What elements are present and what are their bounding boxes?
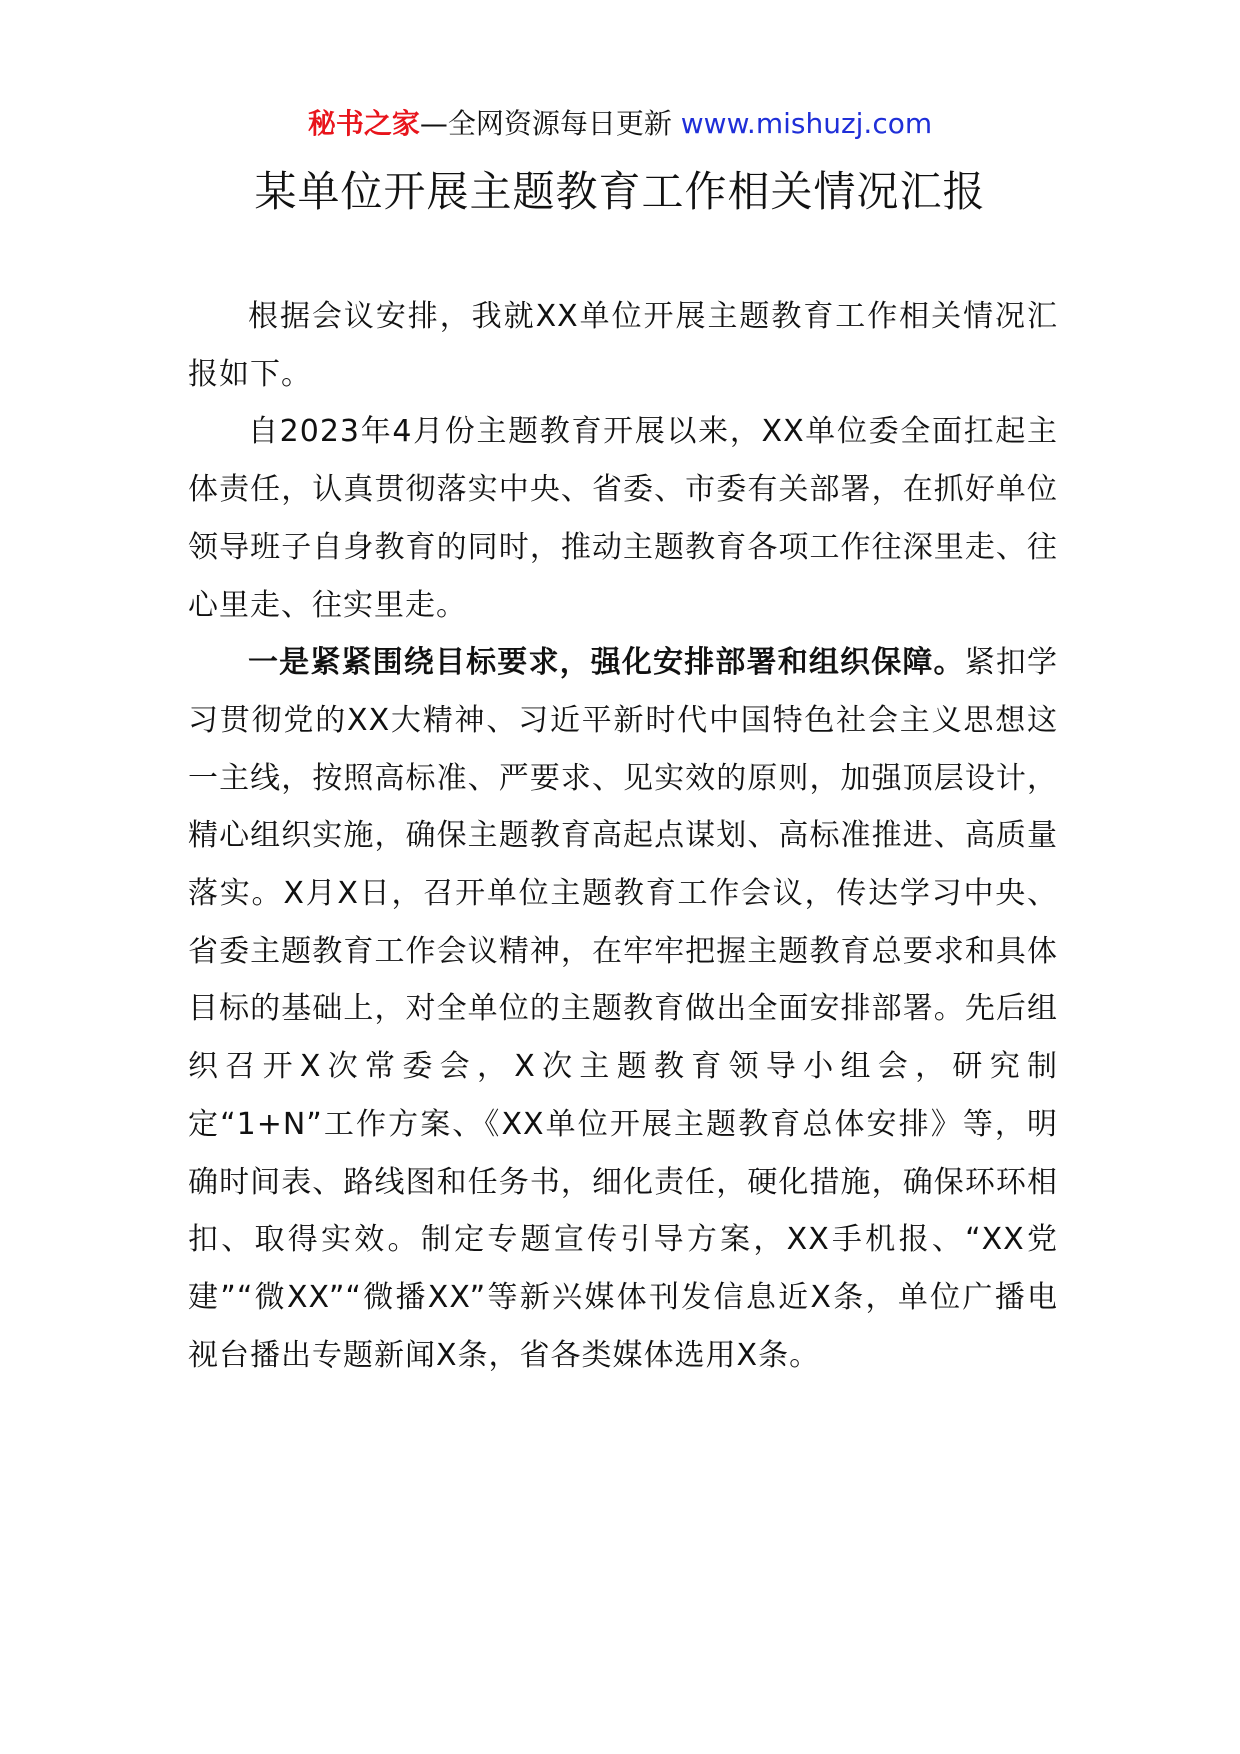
paragraph-point-one-heading: 一是紧紧围绕目标要求，强化安排部署和组织保障。 — [248, 645, 965, 681]
document-body — [188, 288, 1058, 1384]
site-url-link[interactable]: www.mishuzj.com — [680, 107, 933, 140]
document-title: 某单位开展主题教育工作相关情况汇报 — [254, 167, 986, 216]
paragraph-point-one — [188, 634, 1058, 1384]
site-brand: 秘书之家 — [307, 107, 420, 140]
paragraph-background: 自2023年4月份主题教育开展以来，XX单位委全面扛起主体责任，认真贯彻落实中央、省委、市委有关部署，在抓好单位领导班子自身教育的同时，推动主题教育各项工作往深里走、往心里走、往实里走。 — [188, 414, 1058, 623]
paragraph-intro: 根据会议安排，我就XX单位开展主题教育工作相关情况汇报如下。 — [188, 299, 1058, 392]
site-tagline: —全网资源每日更新 — [419, 107, 681, 140]
paragraph-point-one-body: 紧扣学习贯彻党的XX大精神、习近平新时代中国特色社会主义思想这一主线，按照高标准、严要求、见实效的原则，加强顶层设计，精心组织实施，确保主题教育高起点谋划、高标准推进、高质量落实。X月X日，召开单位主题教育工作会议，传达学习中央、省委主题教育工作会议精神，在牢牢把握主题教育总要求和具体目标的基础上，对全单位的主题教育做出全面安排部署。先后组织召开X次常委会，X次主题教育领导小组会，研究制定“1+N”工作方案、《XX单位开展主题教育总体安排》等，明确时间表、路线图和任务书，细化责任，硬化措施，确保环环相扣、取得实效。制定专题宣传引导方案，XX手机报、“XX党建”“微XX”“微播XX”等新兴媒体刊发信息近X条，单位广播电视台播出专题新闻X条，省各类媒体选用X条。 — [188, 645, 1059, 1373]
site-header — [0, 104, 1240, 144]
